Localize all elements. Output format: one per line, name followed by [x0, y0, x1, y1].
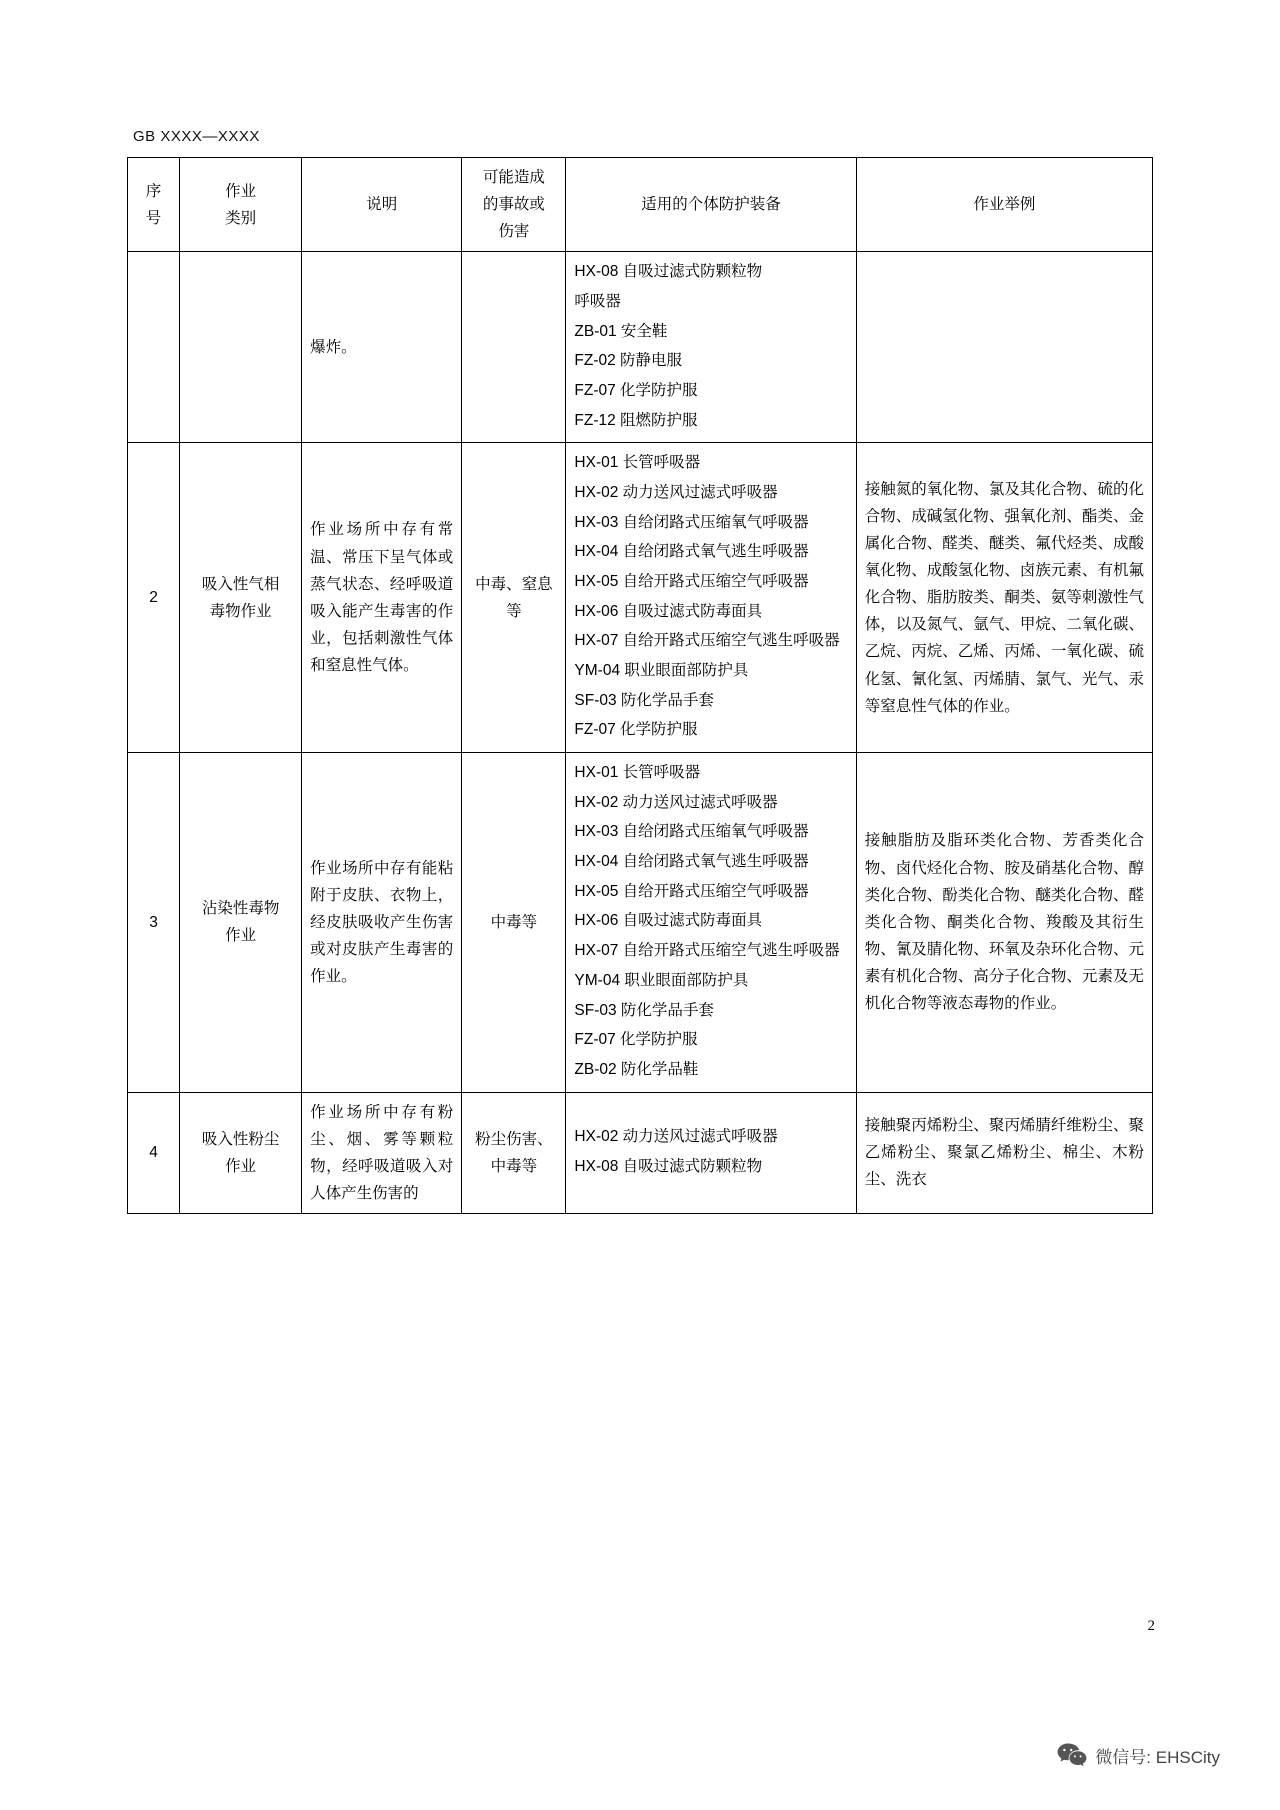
ppe-item: HX-01 长管呼吸器	[574, 764, 701, 782]
ppe-item: FZ-07 化学防护服	[574, 382, 698, 400]
cell-category-line2: 毒物作业	[209, 602, 272, 620]
ppe-item: HX-02 动力送风过滤式呼吸器	[574, 484, 778, 502]
wechat-icon	[1057, 1742, 1087, 1768]
cell-harm	[462, 252, 566, 443]
ppe-item: HX-03 自给闭路式压缩氧气呼吸器	[574, 513, 809, 531]
ppe-item: ZB-01 安全鞋	[574, 322, 668, 340]
cell-ppe	[566, 252, 856, 443]
ppe-item: FZ-07 化学防护服	[574, 1031, 698, 1049]
header-harm-line2: 的事故或	[482, 196, 545, 214]
table-body	[128, 252, 1153, 1214]
ppe-item: FZ-07 化学防护服	[574, 721, 698, 739]
ppe-item: HX-05 自给开路式压缩空气呼吸器	[574, 573, 809, 591]
ppe-item: YM-04 职业眼面部防护具	[574, 971, 749, 989]
table-header-row	[128, 158, 1153, 252]
ppe-classification-table	[127, 157, 1153, 1214]
cell-category-line1: 沾染性毒物	[201, 900, 280, 918]
ppe-item: HX-01 长管呼吸器	[574, 454, 701, 472]
header-category-line1: 作业	[225, 182, 257, 200]
cell-category-line1: 吸入性气相	[201, 575, 280, 593]
cell-ppe	[566, 753, 856, 1092]
header-no-line1: 序	[145, 182, 162, 200]
cell-no: 3	[128, 753, 180, 1092]
cell-examples: 接触脂肪及脂环类化合物、芳香类化合物、卤代烃化合物、胺及硝基化合物、醇类化合物、酚类化合物、醚类化合物、醛类化合物、酮类化合物、羧酸及其衍生物、氰及腈化物、环氧及杂环化合物、元素有机化合物、高分子化合物、元素及无机化合物等液态毒物的作业。	[856, 753, 1152, 1092]
header-cell-description: 说明	[302, 158, 462, 252]
ppe-item: HX-06 自吸过滤式防毒面具	[574, 602, 763, 620]
cell-harm: 中毒、窒息等	[462, 443, 566, 753]
cell-category-line1: 吸入性粉尘	[201, 1130, 280, 1148]
header-category-line2: 类别	[225, 209, 257, 227]
cell-category-line2: 作业	[225, 1157, 257, 1175]
ppe-item: 呼吸器	[574, 293, 621, 311]
ppe-item: HX-07 自给开路式压缩空气逃生呼吸器	[574, 632, 840, 650]
ppe-item: HX-04 自给闭路式氧气逃生呼吸器	[574, 543, 809, 561]
header-harm-line3: 伤害	[498, 223, 530, 241]
ppe-item: HX-02 动力送风过滤式呼吸器	[574, 793, 778, 811]
wechat-watermark-text: 微信号: EHSCity	[1095, 1747, 1220, 1767]
ppe-item-list	[574, 1123, 847, 1181]
header-cell-no	[128, 158, 180, 252]
header-cell-category	[180, 158, 302, 252]
ppe-item: FZ-02 防静电服	[574, 352, 683, 370]
ppe-item-list	[574, 759, 847, 1084]
header-cell-ppe: 适用的个体防护装备	[566, 158, 856, 252]
cell-category	[180, 443, 302, 753]
cell-category	[180, 753, 302, 1092]
ppe-item: HX-07 自给开路式压缩空气逃生呼吸器	[574, 942, 840, 960]
cell-no: 4	[128, 1092, 180, 1214]
ppe-item: HX-08 自吸过滤式防颗粒物	[574, 1157, 763, 1175]
ppe-item: SF-03 防化学品手套	[574, 691, 714, 709]
wechat-watermark	[1057, 1742, 1220, 1768]
header-cell-harm	[462, 158, 566, 252]
header-cell-examples: 作业举例	[856, 158, 1152, 252]
ppe-item: HX-06 自吸过滤式防毒面具	[574, 912, 763, 930]
header-no-line2: 号	[145, 209, 162, 227]
cell-no	[128, 252, 180, 443]
ppe-item: HX-03 自给闭路式压缩氧气呼吸器	[574, 823, 809, 841]
cell-examples	[856, 252, 1152, 443]
ppe-item: HX-05 自给开路式压缩空气呼吸器	[574, 882, 809, 900]
ppe-item: SF-03 防化学品手套	[574, 1001, 714, 1019]
cell-examples: 接触氮的氧化物、氯及其化合物、硫的化合物、成碱氢化物、强氧化剂、酯类、金属化合物、醛类、醚类、氟代烃类、成酸氧化物、成酸氢化物、卤族元素、有机氟化合物、脂肪胺类、酮类、氨等刺激性气体，以及氮气、氩气、甲烷、二氧化碳、乙烷、丙烷、乙烯、丙烯、一氧化碳、硫化氢、氰化氢、丙烯腈、氯气、光气、汞等窒息性气体的作业。	[856, 443, 1152, 753]
header-harm-line1: 可能造成	[482, 169, 545, 186]
standard-code-header: GB XXXX—XXXX	[133, 128, 260, 145]
cell-description: 作业场所中存有常温、常压下呈气体或蒸气状态、经呼吸道吸入能产生毒害的作业，包括刺激性气体和窒息性气体。	[302, 443, 462, 753]
cell-category	[180, 252, 302, 443]
cell-no: 2	[128, 443, 180, 753]
cell-description: 作业场所中存有粉尘、烟、雾等颗粒物，经呼吸道吸入对人体产生伤害的	[302, 1092, 462, 1214]
table-row	[128, 1092, 1153, 1214]
cell-description: 作业场所中存有能粘附于皮肤、衣物上，经皮肤吸收产生伤害或对皮肤产生毒害的作业。	[302, 753, 462, 1092]
table-row	[128, 252, 1153, 443]
cell-ppe	[566, 1092, 856, 1214]
table-header	[128, 158, 1153, 252]
cell-category-line2: 作业	[225, 927, 257, 945]
ppe-item: ZB-02 防化学品鞋	[574, 1060, 699, 1078]
ppe-item-list	[574, 449, 847, 745]
table-row	[128, 753, 1153, 1092]
ppe-item: FZ-12 阻燃防护服	[574, 411, 698, 429]
cell-harm: 粉尘伤害、中毒等	[462, 1092, 566, 1214]
cell-description: 爆炸。	[302, 252, 462, 443]
ppe-item: HX-04 自给闭路式氧气逃生呼吸器	[574, 853, 809, 871]
cell-ppe	[566, 443, 856, 753]
ppe-item: HX-02 动力送风过滤式呼吸器	[574, 1128, 778, 1146]
ppe-item: HX-08 自吸过滤式防颗粒物	[574, 263, 763, 281]
ppe-item: YM-04 职业眼面部防护具	[574, 662, 749, 680]
cell-examples: 接触聚丙烯粉尘、聚丙烯腈纤维粉尘、聚乙烯粉尘、聚氯乙烯粉尘、棉尘、木粉尘、洗衣	[856, 1092, 1152, 1214]
cell-category	[180, 1092, 302, 1214]
ppe-item-list	[574, 258, 847, 435]
page-number: 2	[1147, 1618, 1155, 1634]
cell-harm: 中毒等	[462, 753, 566, 1092]
table-row	[128, 443, 1153, 753]
